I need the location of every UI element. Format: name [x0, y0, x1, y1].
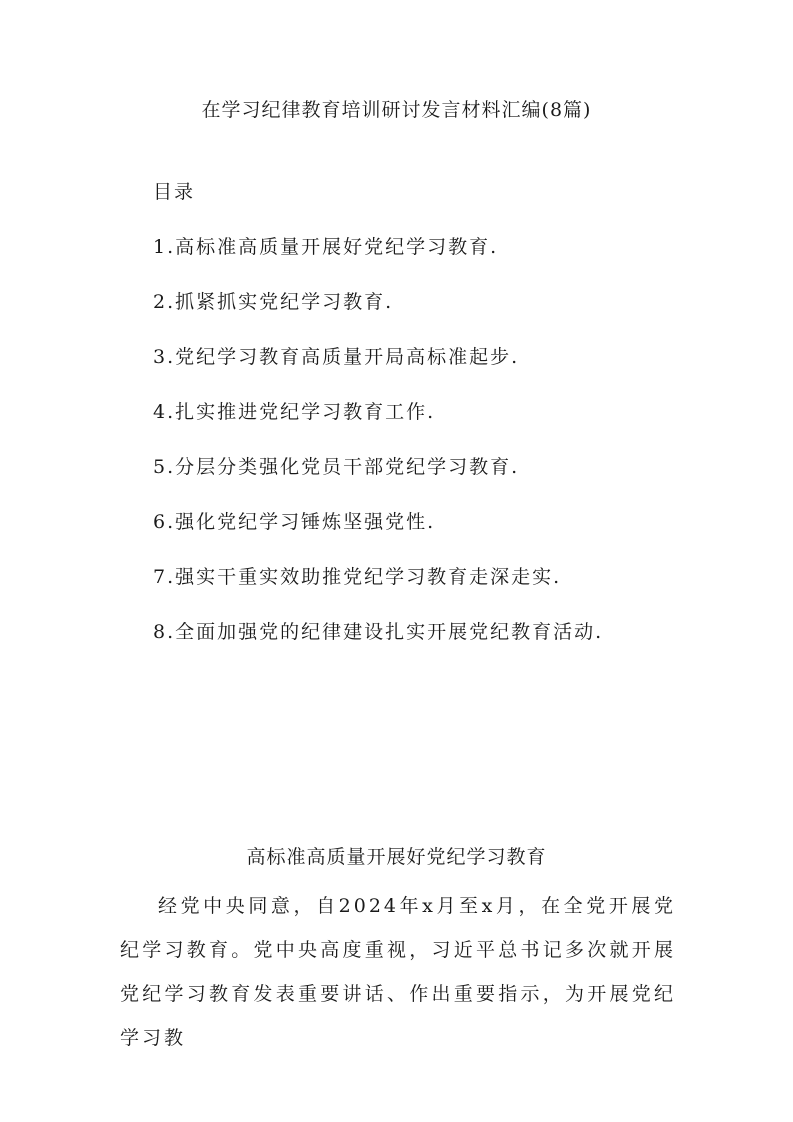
body-paragraph: 经党中央同意，自2024年x月至x月，在全党开展党纪学习教育。党中央高度重视，习近平总书记多次就开展党纪学习教育发表重要讲话、作出重要指示，为开展党纪学习教: [120, 895, 676, 1049]
section-title: 高标准高质量开展好党纪学习教育: [246, 846, 547, 868]
toc-list: [153, 233, 603, 646]
toc-item: 5.分层分类强化党员干部党纪学习教育.: [153, 456, 520, 478]
toc-item: 2.抓紧抓实党纪学习教育.: [153, 291, 394, 313]
toc-heading: 目录: [153, 181, 196, 203]
toc-item: 7.强实干重实效助推党纪学习教育走深走实.: [153, 566, 562, 588]
toc-item: 3.党纪学习教育高质量开局高标准起步.: [153, 346, 520, 368]
toc-item: 1.高标准高质量开展好党纪学习教育.: [153, 236, 499, 258]
toc-item: 4.扎实推进党纪学习教育工作.: [153, 401, 436, 423]
toc-item: 8.全面加强党的纪律建设扎实开展党纪教育活动.: [153, 621, 604, 643]
table-of-contents: [153, 178, 603, 673]
toc-item: 6.强化党纪学习锤炼坚强党性.: [153, 511, 436, 533]
document-title: 在学习纪律教育培训研讨发言材料汇编(8篇): [201, 99, 592, 121]
